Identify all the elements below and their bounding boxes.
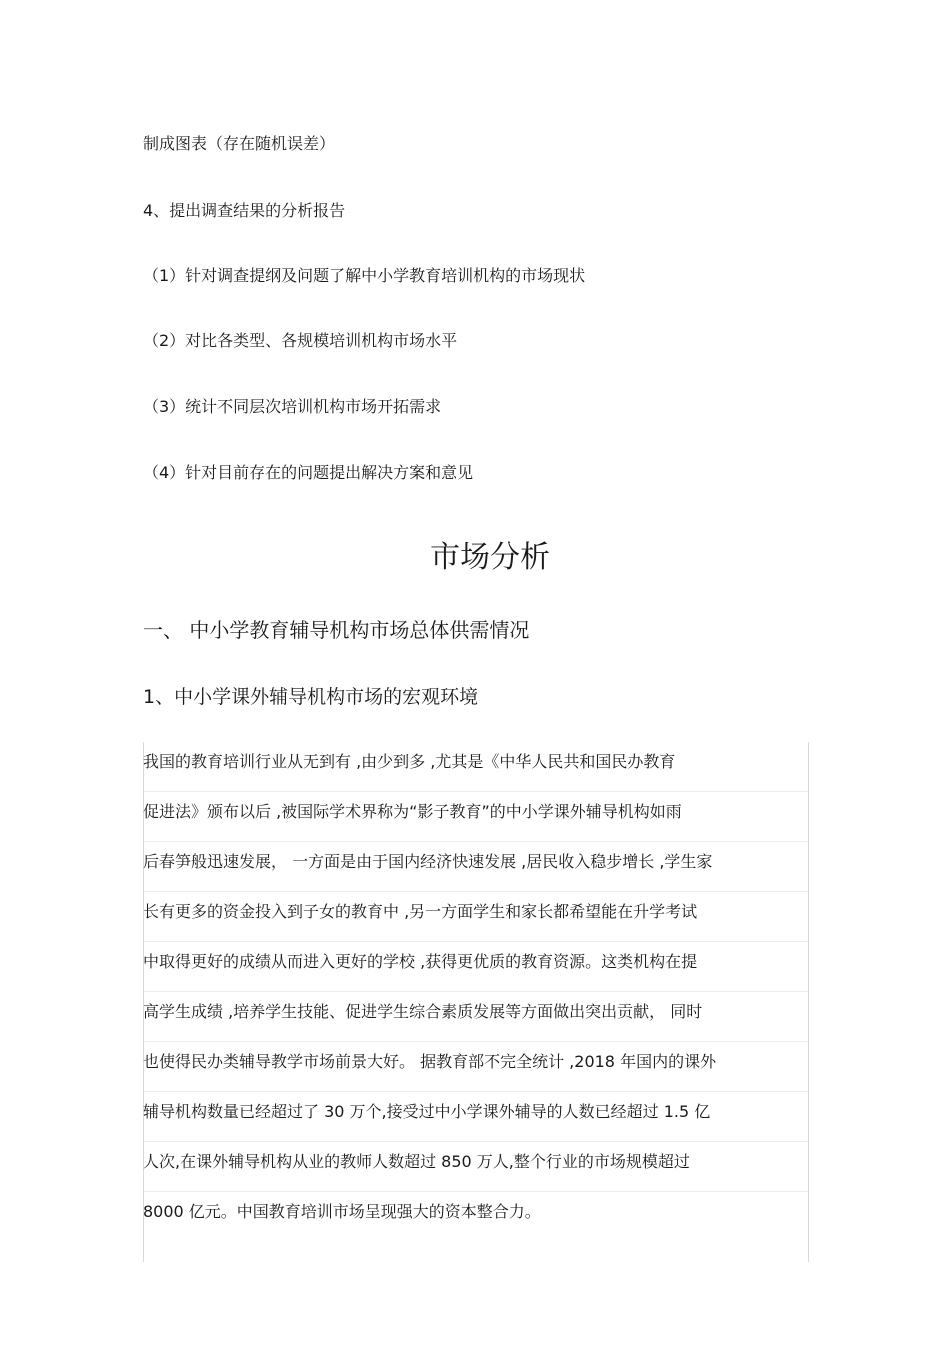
line-divider — [144, 1041, 808, 1042]
paragraph-line-3: 后春笋般迅速发展， 一方面是由于国内经济快速发展 ,居民收入稳步增长 ,学生家 — [143, 852, 713, 871]
paragraph-line-4: 长有更多的资金投入到子女的教育中 ,另一方面学生和家长都希望能在升学考试 — [143, 902, 698, 921]
line-divider — [144, 991, 808, 992]
line-divider — [144, 1191, 808, 1192]
intro-line-2: 4、提出调查结果的分析报告 — [143, 201, 346, 220]
line-divider — [144, 941, 808, 942]
intro-line-1: 制成图表（存在随机误差） — [143, 134, 336, 153]
paragraph-line-1: 我国的教育培训行业从无到有 ,由少到多 ,尤其是《中华人民共和国民办教育 — [143, 752, 676, 771]
paragraph-line-5: 中取得更好的成绩从而进入更好的学校 ,获得更优质的教育资源。这类机构在提 — [143, 952, 698, 971]
intro-line-3: （1）针对调查提纲及问题了解中小学教育培训机构的市场现状 — [143, 266, 586, 285]
heading-level-2: 1、中小学课外辅导机构市场的宏观环境 — [143, 686, 479, 708]
paragraph-line-8: 辅导机构数量已经超过了 30 万个,接受过中小学课外辅导的人数已经超过 1.5 亿 — [143, 1102, 711, 1121]
intro-line-4: （2）对比各类型、各规模培训机构市场水平 — [143, 331, 458, 350]
line-divider — [144, 1091, 808, 1092]
line-divider — [144, 1141, 808, 1142]
paragraph-line-7: 也使得民办类辅导教学市场前景大好。 据教育部不完全统计 ,2018 年国内的课外 — [143, 1052, 717, 1071]
line-divider — [144, 891, 808, 892]
intro-line-6: （4）针对目前存在的问题提出解决方案和意见 — [143, 463, 474, 482]
intro-line-5: （3）统计不同层次培训机构市场开拓需求 — [143, 397, 442, 416]
line-divider — [144, 791, 808, 792]
paragraph-line-10: 8000 亿元。中国教育培训市场呈现强大的资本整合力。 — [143, 1202, 541, 1221]
line-divider — [144, 841, 808, 842]
paragraph-line-6: 高学生成绩 ,培养学生技能、促进学生综合素质发展等方面做出突出贡献， 同时 — [143, 1002, 703, 1021]
section-title: 市场分析 — [430, 540, 550, 575]
paragraph-line-2: 促进法》颁布以后 ,被国际学术界称为“影子教育”的中小学课外辅导机构如雨 — [143, 802, 682, 821]
paragraph-line-9: 人次,在课外辅导机构从业的教师人数超过 850 万人,整个行业的市场规模超过 — [143, 1152, 690, 1171]
heading-level-1: 一、 中小学教育辅导机构市场总体供需情况 — [143, 618, 530, 642]
